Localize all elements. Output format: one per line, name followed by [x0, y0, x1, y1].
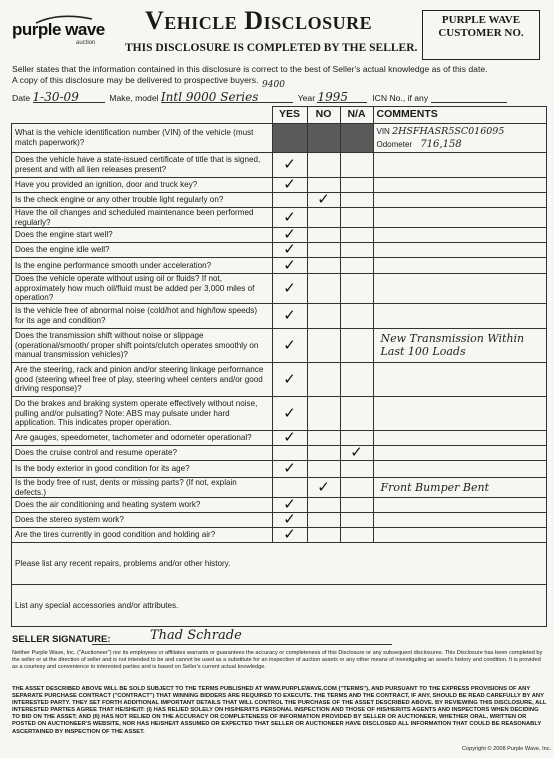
question-header	[12, 107, 273, 124]
table-header-row	[12, 107, 547, 124]
question-text: Does the vehicle operate without using oil or fluids? If not, approximately how much oil/fluid must be added per 3,000 miles of operation?	[12, 274, 273, 304]
table-row	[12, 243, 547, 258]
comment-cell[interactable]	[373, 208, 547, 228]
comment-cell[interactable]	[373, 243, 547, 258]
na-cell[interactable]	[340, 328, 373, 362]
customer-box-line1: PURPLE WAVE	[441, 14, 521, 26]
comments-header: COMMENTS	[373, 107, 547, 124]
table-row	[12, 153, 547, 178]
table-row	[12, 528, 547, 543]
question-text: Does the cruise control and resume operate?	[12, 445, 273, 460]
yes-cell	[272, 124, 307, 153]
comment-cell[interactable]	[373, 513, 547, 528]
question-text: Does the vehicle have a state-issued certificate of title that is signed, present and with all lien releases present?	[12, 153, 273, 178]
yes-cell[interactable]	[272, 153, 307, 178]
no-cell[interactable]	[307, 362, 340, 396]
check-mark-icon: ✓	[317, 477, 330, 496]
vin-value[interactable]: 2HSFHASR5SC016095	[392, 126, 505, 137]
check-mark-icon: ✓	[317, 190, 330, 209]
question-text: Are the tires currently in good condition and holding air?	[12, 528, 273, 543]
comment-cell[interactable]	[373, 430, 547, 445]
na-cell[interactable]	[340, 460, 373, 477]
table-row	[12, 208, 547, 228]
check-mark-icon: ✓	[283, 510, 296, 529]
question-text: Does the transmission shift without noise or slippage (operational/smooth/ proper shift points/clutch operates smoothly on manual transmission vehicles)?	[12, 328, 273, 362]
table-row	[12, 362, 547, 396]
table-row	[12, 178, 547, 193]
yes-cell[interactable]	[272, 525, 307, 544]
check-mark-icon: ✓	[283, 495, 296, 514]
question-text: Are gauges, speedometer, tachometer and odometer operational?	[12, 430, 273, 445]
repairs-label[interactable]: Please list any recent repairs, problems and/or other history.	[12, 543, 547, 585]
statement-line-2: A copy of this disclosure may be delivered to prospective buyers.	[12, 75, 259, 85]
no-cell[interactable]	[307, 303, 340, 328]
check-mark-icon: ✓	[283, 207, 296, 226]
no-cell[interactable]	[307, 430, 340, 445]
fine-print-terms: THE ASSET DESCRIBED ABOVE WILL BE SOLD SUBJECT TO THE TERMS PUBLISHED AT WWW.PURPLEWAVE.COM ("TERMS"), AND PURSUANT TO THE EXPRESS PROVISIONS OF ANY SEPARATE PURCHASE CONTRACT ("CONTRACT") THAT WINNING BIDDERS ARE REQUIRED TO EXECUTE. THE TERMS AND THE CONTRACT, IF ANY, SHOULD BE READ CAREFULLY BY ANY INTERESTED PARTY. THEY SET FORTH ADDITIONAL IMPORTANT DETAILS THAT WILL CONTROL THE PURCHASE OF THE ASSET DESCRIBED ABOVE. BY REVIEWING THIS DISCLOSURE, ALL INTERESTED PARTIES AGREE THAT HE/SHE/IT: (I) HAS RELIED SOLELY ON HIS/HER/ITS PERSONAL INSPECTION AND THOSE OF HIS/HER/ITS AGENTS AND INSPECTORS WHEN DECIDING TO BID ON THE ASSET; AND (II) HAS NOT RELIED ON THE ACCURACY OR COMPLETENESS OF INFORMATION PROVIDED BY SELLER OR AUCTIONEER, WHETHER ORAL, WRITTEN OR POSTED ON AUCTIONEER'S WEBSITE, NOR HAS HE/SHE/IT ASSUMED OR EXPECTED THAT SELLER OR AUCTIONEER HAVE DISCLOSED ALL INFORMATION THAT COULD BE REASONABLY ASCERTAINED BY INSPECTION OF THE ASSET.	[12, 686, 547, 735]
vin-line	[377, 125, 544, 138]
na-cell[interactable]	[340, 513, 373, 528]
question-text: Have you provided an ignition, door and truck key?	[12, 178, 273, 193]
repairs-row	[12, 543, 547, 585]
no-cell[interactable]	[307, 528, 340, 543]
check-mark-icon: ✓	[283, 459, 296, 478]
page-title: Vehicle Disclosure	[145, 6, 373, 35]
year-label: Year	[297, 93, 316, 103]
logo-subtext: auction	[76, 40, 96, 46]
check-mark-icon: ✓	[283, 335, 296, 354]
signature-value: Thad Schrade	[150, 628, 242, 643]
question-text: Does the air conditioning and heating system work?	[12, 498, 273, 513]
question-text: Does the stereo system work?	[12, 513, 273, 528]
question-rows	[12, 124, 547, 543]
comment-cell[interactable]	[373, 362, 547, 396]
odometer-label: Odometer	[376, 140, 413, 149]
yes-cell[interactable]	[272, 193, 307, 208]
yes-cell[interactable]	[272, 396, 307, 430]
na-cell[interactable]	[340, 445, 373, 460]
comment-cell[interactable]	[373, 193, 547, 208]
comment-cell[interactable]	[373, 274, 547, 304]
comment-text: Front Bumper Bent	[380, 481, 490, 495]
question-text: Is the body free of rust, dents or missing parts? (If not, explain defects.)	[12, 477, 273, 497]
year-field[interactable]	[317, 90, 367, 103]
no-cell[interactable]	[307, 190, 340, 209]
comment-cell[interactable]	[373, 178, 547, 193]
yes-cell[interactable]	[272, 274, 307, 304]
check-mark-icon: ✓	[283, 428, 296, 447]
customer-number-box	[422, 10, 540, 60]
purple-wave-logo	[12, 14, 122, 48]
no-cell[interactable]	[307, 258, 340, 274]
no-cell[interactable]	[307, 396, 340, 430]
table-row	[12, 513, 547, 528]
question-text: Have the oil changes and scheduled maintenance been performed regularly?	[12, 208, 273, 228]
comment-cell[interactable]	[373, 303, 547, 328]
na-cell[interactable]	[340, 274, 373, 304]
comment-cell[interactable]	[373, 153, 547, 178]
comment-cell[interactable]	[373, 528, 547, 543]
no-header: NO	[307, 107, 340, 124]
yes-cell[interactable]	[272, 362, 307, 396]
no-cell[interactable]	[307, 498, 340, 513]
comment-cell[interactable]	[373, 258, 547, 274]
no-cell[interactable]	[307, 274, 340, 304]
no-cell[interactable]	[307, 208, 340, 228]
date-field[interactable]	[33, 90, 105, 103]
logo-wordmark: purple wave	[12, 20, 105, 39]
check-mark-icon: ✓	[283, 155, 296, 174]
page-subtitle: THIS DISCLOSURE IS COMPLETED BY THE SELLER.	[125, 42, 418, 54]
make-model-value: Intl 9000 Series	[160, 90, 259, 104]
question-text: Is the body exterior in good condition for its age?	[12, 460, 273, 477]
yes-cell[interactable]	[272, 303, 307, 328]
table-row	[12, 258, 547, 274]
na-cell[interactable]	[340, 528, 373, 543]
table-row	[12, 193, 547, 208]
check-mark-icon: ✓	[283, 525, 296, 544]
no-cell[interactable]	[307, 243, 340, 258]
copyright: Copyright © 2008 Purple Wave, Inc.	[462, 746, 552, 752]
question-text: What is the vehicle identification number (VIN) of the vehicle (must match paperwork)?	[12, 124, 273, 153]
question-text: Is the check engine or any other trouble light regularly on?	[12, 193, 273, 208]
accessories-row	[12, 585, 547, 627]
no-cell[interactable]	[307, 477, 340, 497]
na-cell[interactable]	[340, 303, 373, 328]
na-cell[interactable]	[340, 243, 373, 258]
icn-label: ICN No., if any	[372, 93, 429, 103]
question-text: Is the engine performance smooth under acceleration?	[12, 258, 273, 274]
question-text: Do the brakes and braking system operate effectively without noise, pulling and/or pulsating? Note: ABS may pulsate under hard application. This indicates proper operation.	[12, 396, 273, 430]
no-cell[interactable]	[307, 153, 340, 178]
no-cell	[307, 124, 340, 153]
check-mark-icon: ✓	[283, 403, 296, 422]
year-value: 1995	[317, 90, 349, 104]
comment-cell[interactable]	[373, 460, 547, 477]
na-cell[interactable]	[340, 153, 373, 178]
yes-cell[interactable]	[272, 328, 307, 362]
make-label: Make, model	[109, 93, 159, 103]
check-mark-icon: ✓	[283, 255, 296, 274]
table-row	[12, 274, 547, 304]
vin-odometer-cell	[373, 124, 547, 153]
comment-text: New Transmission Within Last 100 Loads	[380, 332, 525, 359]
vin-label: VIN	[376, 127, 390, 136]
table-row	[12, 396, 547, 430]
fine-print-disclaimer: Neither Purple Wave, Inc. ("Auctioneer") nor its employees or affiliates warrants or guarantees the accuracy or completeness of this Disclosure or any subsequent disclosures. This Disclosure has been completed by the seller or at the direction of seller and is not intended to be and cannot be used as a substitute for an inspection of auction assets or any other means of investigating an asset's history and condition. It is provided as a courtesy and convenience to interested parties and is based on Seller's current actual knowledge.	[12, 650, 543, 670]
no-cell[interactable]	[307, 328, 340, 362]
table-row	[12, 498, 547, 513]
yes-cell[interactable]	[272, 430, 307, 445]
statement-line-1: Seller states that the information contained in this disclosure is correct to the best of Seller's actual knowledge as of this date.	[12, 64, 488, 74]
na-cell[interactable]	[340, 498, 373, 513]
comment-cell[interactable]	[373, 477, 547, 497]
yes-header: YES	[272, 107, 307, 124]
customer-box-line2: CUSTOMER NO.	[438, 27, 524, 39]
na-cell[interactable]	[340, 228, 373, 243]
check-mark-icon: ✓	[350, 443, 363, 462]
accessories-label[interactable]: List any special accessories and/or attributes.	[12, 585, 547, 627]
na-cell[interactable]	[340, 193, 373, 208]
na-cell[interactable]	[340, 258, 373, 274]
comment-cell[interactable]	[373, 498, 547, 513]
na-cell[interactable]	[340, 178, 373, 193]
yes-cell[interactable]	[272, 460, 307, 477]
table-row	[12, 228, 547, 243]
table-row	[12, 445, 547, 460]
na-header: N/A	[340, 107, 373, 124]
odometer-line	[377, 138, 544, 151]
check-mark-icon: ✓	[283, 306, 296, 325]
question-text: Are the steering, rack and pinion and/or steering linkage performance good (steering wheel free of play, steering wheel centers and/or good driving response)?	[12, 362, 273, 396]
check-mark-icon: ✓	[283, 175, 296, 194]
no-cell[interactable]	[307, 513, 340, 528]
table-row	[12, 430, 547, 445]
check-mark-icon: ✓	[283, 278, 296, 297]
na-cell[interactable]	[340, 477, 373, 497]
disclosure-table	[11, 106, 547, 627]
signature-label: SELLER SIGNATURE:	[12, 634, 111, 645]
question-text: Does the engine start well?	[12, 228, 273, 243]
na-cell[interactable]	[340, 208, 373, 228]
table-row	[12, 477, 547, 497]
question-text: Is the vehicle free of abnormal noise (cold/hot and high/low speeds) for its age and condition?	[12, 303, 273, 328]
comment-cell[interactable]	[373, 396, 547, 430]
table-row	[12, 303, 547, 328]
no-cell[interactable]	[307, 228, 340, 243]
date-label: Date	[12, 93, 31, 103]
make-model-field[interactable]	[160, 80, 293, 104]
yes-cell[interactable]	[272, 255, 307, 274]
na-cell[interactable]	[340, 362, 373, 396]
table-row	[12, 460, 547, 477]
na-cell	[340, 124, 373, 153]
table-row	[12, 124, 547, 153]
model-extra-value: 9400	[262, 80, 285, 90]
table-row	[12, 328, 547, 362]
no-cell[interactable]	[307, 460, 340, 477]
check-mark-icon: ✓	[283, 225, 296, 244]
no-cell[interactable]	[307, 445, 340, 460]
comment-cell[interactable]	[373, 445, 547, 460]
icn-field[interactable]	[431, 90, 507, 103]
check-mark-icon: ✓	[283, 369, 296, 388]
comment-cell[interactable]	[373, 328, 547, 362]
comment-cell[interactable]	[373, 228, 547, 243]
signature-line[interactable]	[92, 644, 392, 645]
odometer-value[interactable]: 716,158	[420, 139, 462, 150]
date-value: 1-30-09	[32, 90, 79, 104]
yes-cell[interactable]	[272, 175, 307, 194]
na-cell[interactable]	[340, 396, 373, 430]
check-mark-icon: ✓	[283, 240, 296, 259]
question-text: Does the engine idle well?	[12, 243, 273, 258]
free-text-rows	[12, 543, 547, 627]
